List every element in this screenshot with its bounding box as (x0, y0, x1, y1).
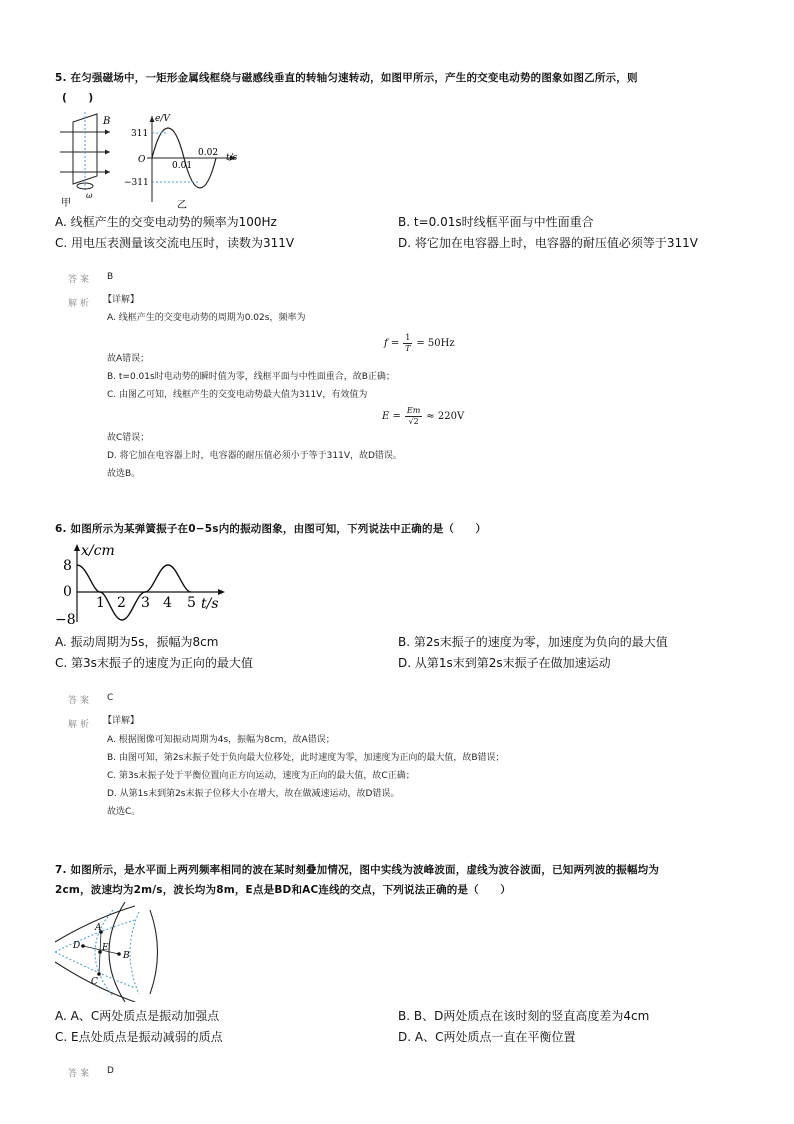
q5-analysis-line5: 故C错误； (107, 433, 150, 443)
q7-stem-line1: 7. 如图所示，是水平面上两列频率相同的波在某时刻叠加情况，图中实线为波峰波面，虚线为波谷波面，已知两列波的振幅均为 (55, 864, 660, 876)
q5-analysis-line1: A. 线框产生的交变电动势的周期为0.02s，频率为 (107, 313, 306, 323)
q5-formula2-denominator: √2 (408, 416, 419, 426)
q5-formula-frequency (384, 330, 455, 356)
q5-formula1-numerator: 1 (405, 332, 411, 342)
q5-analysis-line7: 故选B。 (107, 469, 141, 479)
q5-analysis-label: 解析 (68, 299, 93, 309)
q5-figure-b (122, 112, 247, 212)
q6-graph-x1: 1 (96, 595, 105, 611)
q5-fig-b-ylabel: e/V (155, 114, 170, 124)
q6-stem: 6. 如图所示为某弹簧振子在0−5s内的振动图象，由图可知，下列说法中正确的是（ ） (55, 523, 487, 535)
q6-analysis-line3: C. 第3s末振子处于平衡位置向正方向运动，速度为正向的最大值，故C正确； (107, 771, 415, 781)
q5-stem-line2: ( ) (62, 92, 94, 104)
q5-option-c[interactable]: C. 用电压表测量该交流电压时，读数为311V (55, 236, 295, 250)
q5-answer: B (107, 272, 114, 282)
q5-formula1-lhs: f = (384, 337, 400, 349)
q7-fig-label-d: D (73, 941, 81, 951)
q6-option-b[interactable]: B. 第2s末振子的速度为零，加速度为负向的最大值 (398, 635, 668, 649)
q5-fig-b-tick-bottom: −311 (124, 178, 149, 188)
q5-stem-line1: 5. 在匀强磁场中，一矩形金属线框绕与磁感线垂直的转轴匀速转动，如图甲所示，产生的交变电动势的图象如图乙所示，则 (55, 72, 638, 84)
q5-option-d[interactable]: D. 将它加在电容器上时，电容器的耐压值必须等于311V (398, 236, 698, 250)
q6-option-c[interactable]: C. 第3s末振子的速度为正向的最大值 (55, 656, 253, 670)
q6-answer: C (107, 693, 114, 703)
q5-formula1-denominator: T (405, 343, 411, 353)
q6-analysis-line4: D. 从第1s末到第2s末振子位移大小在增大，故在做减速运动，故D错误。 (107, 789, 400, 799)
q5-figure-a (55, 110, 120, 210)
q5-fig-b-tick-x2: 0.02 (198, 148, 219, 158)
q7-fig-label-a: A (95, 923, 102, 933)
q6-vibration-graph (55, 540, 235, 630)
q5-analysis-line3: B. t=0.01s时电动势的瞬时值为零，线框平面与中性面重合，故B正确； (107, 372, 395, 382)
q5-formula1-rhs: = 50Hz (416, 337, 455, 349)
q7-answer: D (107, 1066, 114, 1076)
q5-analysis-line6: D. 将它加在电容器上时，电容器的耐压值必须小于等于311V，故D错误。 (107, 451, 402, 461)
q6-analysis-label: 解析 (68, 720, 93, 730)
q6-graph-xlabel: t/s (201, 596, 219, 612)
q5-analysis-line2: 故A错误； (107, 354, 150, 364)
q5-formula-effective (382, 403, 464, 429)
q5-fig-b-caption: 乙 (177, 200, 187, 211)
q5-option-b[interactable]: B. t=0.01s时线框平面与中性面重合 (398, 215, 594, 229)
q5-fig-b-tick-top: 311 (131, 129, 149, 139)
q6-answer-label: 答案 (68, 696, 93, 706)
q6-graph-x2: 2 (117, 595, 126, 611)
q7-option-d[interactable]: D. A、C两处质点一直在平衡位置 (398, 1030, 576, 1044)
q5-analysis-head: 【详解】 (103, 295, 140, 305)
q7-answer-label: 答案 (68, 1069, 93, 1079)
q7-fig-label-b: B (123, 951, 130, 961)
q6-option-d[interactable]: D. 从第1s末到第2s末振子在做加速运动 (398, 656, 611, 670)
q6-graph-x3: 3 (141, 595, 150, 611)
q5-fig-a-B-label: B (103, 116, 111, 127)
q7-stem-line2: 2cm，波速均为2m/s，波长均为8m，E点是BD和AC连线的交点，下列说法正确的是（ ） (55, 884, 511, 896)
q5-fig-b-origin: O (138, 155, 146, 165)
q7-fig-label-e: E (102, 943, 109, 953)
q5-answer-label: 答案 (68, 275, 93, 285)
q5-fig-b-xlabel: t/s (226, 153, 238, 163)
q6-analysis-head: 【详解】 (103, 716, 140, 726)
q7-option-a[interactable]: A. A、C两处质点是振动加强点 (55, 1009, 220, 1023)
q6-graph-y-zero: 0 (63, 584, 72, 600)
q5-option-a[interactable]: A. 线框产生的交变电动势的频率为100Hz (55, 215, 277, 229)
q6-analysis-line2: B. 由图可知，第2s末振子处于负向最大位移处，此时速度为零，加速度为正向的最大值，故B错误； (107, 753, 505, 763)
q7-option-b[interactable]: B. B、D两处质点在该时刻的竖直高度差为4cm (398, 1009, 650, 1023)
q6-analysis-line5: 故选C。 (107, 807, 141, 817)
q5-formula2-numerator: Em (406, 405, 421, 415)
q5-formula2-rhs: ≈ 220V (426, 410, 465, 422)
q5-fig-b-tick-x1: 0.01 (172, 161, 193, 171)
q6-graph-y-top: 8 (63, 558, 72, 574)
q5-fig-a-omega-label: ω (86, 191, 93, 200)
q6-graph-x5: 5 (187, 595, 196, 611)
q7-fig-label-c: C (91, 977, 98, 987)
q7-interference-figure (55, 902, 165, 1002)
q6-option-a[interactable]: A. 振动周期为5s，振幅为8cm (55, 635, 219, 649)
q5-fig-a-caption: 甲 (61, 198, 71, 209)
q6-graph-y-bottom: −8 (55, 612, 76, 628)
q6-graph-ylabel: x/cm (81, 543, 115, 559)
q6-analysis-line1: A. 根据图像可知振动周期为4s，振幅为8cm，故A错误； (107, 735, 335, 745)
q5-formula2-lhs: E = (382, 410, 401, 422)
q6-graph-x4: 4 (163, 595, 172, 611)
q5-analysis-line4: C. 由图乙可知，线框产生的交变电动势最大值为311V，有效值为 (107, 390, 368, 400)
q7-option-c[interactable]: C. E点处质点是振动减弱的质点 (55, 1030, 223, 1044)
